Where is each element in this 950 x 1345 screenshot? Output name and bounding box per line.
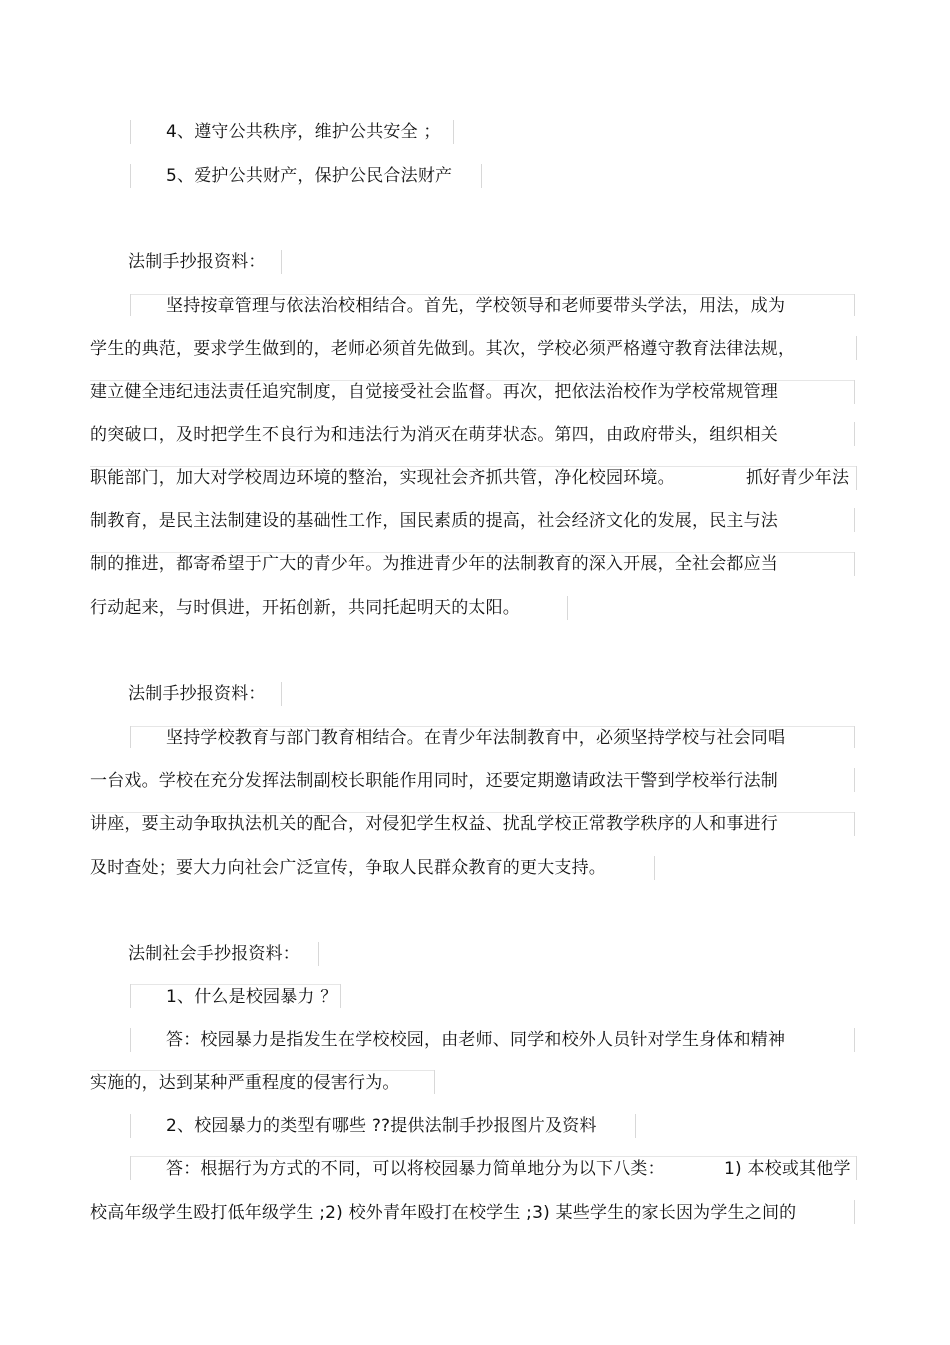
cell-border [130, 726, 131, 748]
paragraph-line: 职能部门，加大对学校周边环境的整治，实现社会齐抓共管，净化校园环境。 [90, 468, 675, 488]
paragraph-line: 学生的典范，要求学生做到的，老师必须首先做到。其次，学校必须严格遵守教育法律法规， [90, 339, 796, 359]
row-border [130, 1156, 856, 1157]
cell-border [854, 1028, 855, 1052]
paragraph-line: 的突破口，及时把学生不良行为和违法行为消灭在萌芽状态。第四，由政府带头，组织相关 [90, 425, 778, 445]
cell-border [130, 164, 131, 188]
cell-border [453, 120, 454, 144]
cell-border [856, 466, 857, 490]
cell-border [340, 984, 341, 1008]
cell-border [130, 1156, 131, 1180]
cell-border [130, 294, 131, 316]
cell-border [130, 1114, 131, 1138]
row-border [90, 1070, 434, 1071]
paragraph-line: 及时查处；要大力向社会广泛宣传，争取人民群众教育的更大支持。 [90, 858, 606, 878]
paragraph-line: 讲座，要主动争取执法机关的配合，对侵犯学生权益、扰乱学校正常教学秩序的人和事进行 [90, 814, 778, 834]
answer-line: 校高年级学生殴打低年级学生 ;2) 校外青年殴打在校学生 ;3) 某些学生的家长因为学生之间的 [90, 1203, 797, 1223]
cell-border [856, 1156, 857, 1180]
paragraph-line: 坚持学校教育与部门教育相结合。在青少年法制教育中，必须坚持学校与社会同唱 [166, 728, 786, 748]
cell-border [854, 552, 855, 576]
cell-border [434, 1070, 435, 1094]
cell-border [854, 294, 855, 316]
cell-border [854, 768, 855, 792]
section-heading: 法制手抄报资料： [128, 252, 266, 272]
paragraph-line: 制的推进，都寄希望于广大的青少年。为推进青少年的法制教育的深入开展，全社会都应当 [90, 554, 778, 574]
paragraph-line: 坚持按章管理与依法治校相结合。首先，学校领导和老师要带头学法，用法，成为 [166, 296, 786, 316]
cell-border [854, 508, 855, 532]
paragraph-line: 行动起来，与时俱进，开拓创新，共同托起明天的太阳。 [90, 598, 520, 618]
section-heading: 法制手抄报资料： [128, 684, 266, 704]
cell-border [635, 1114, 636, 1138]
answer-line: 答：根据行为方式的不同，可以将校园暴力简单地分为以下八类： [166, 1159, 665, 1179]
cell-border [481, 164, 482, 188]
cell-border [854, 726, 855, 748]
cell-border [854, 422, 855, 446]
section-heading: 法制社会手抄报资料： [128, 944, 300, 964]
answer-line: 答：校园暴力是指发生在学校校园，由老师、同学和校外人员针对学生身体和精神 [166, 1030, 786, 1050]
cell-border [281, 250, 282, 274]
cell-border [130, 120, 131, 144]
cell-border [854, 380, 855, 404]
paragraph-line: 一台戏。学校在充分发挥法制副校长职能作用同时，还要定期邀请政法干警到学校举行法制 [90, 771, 778, 791]
cell-border [654, 856, 655, 880]
row-border [130, 984, 340, 985]
cell-border [567, 596, 568, 620]
cell-border [130, 1028, 131, 1052]
answer-line: 实施的，达到某种严重程度的侵害行为。 [90, 1073, 400, 1093]
paragraph-line: 抓好青少年法 [746, 468, 850, 488]
paragraph-line: 建立健全违纪违法责任追究制度，自觉接受社会监督。再次，把依法治校作为学校常规管理 [90, 382, 778, 402]
question: 2、校园暴力的类型有哪些 ??提供法制手抄报图片及资料 [166, 1116, 597, 1136]
cell-border [856, 336, 857, 360]
answer-line: 1) 本校或其他学 [724, 1159, 851, 1179]
paragraph-line: 制教育，是民主法制建设的基础性工作，国民素质的提高，社会经济文化的发展，民主与法 [90, 511, 778, 531]
question: 1、什么是校园暴力 ？ [166, 987, 338, 1007]
list-item: 5、爱护公共财产，保护公民合法财产 [166, 166, 453, 186]
list-item: 4、遵守公共秩序，维护公共安全 ； [166, 122, 441, 142]
cell-border [854, 1200, 855, 1224]
cell-border [854, 812, 855, 836]
cell-border [318, 942, 319, 966]
cell-border [130, 984, 131, 1008]
cell-border [281, 682, 282, 706]
